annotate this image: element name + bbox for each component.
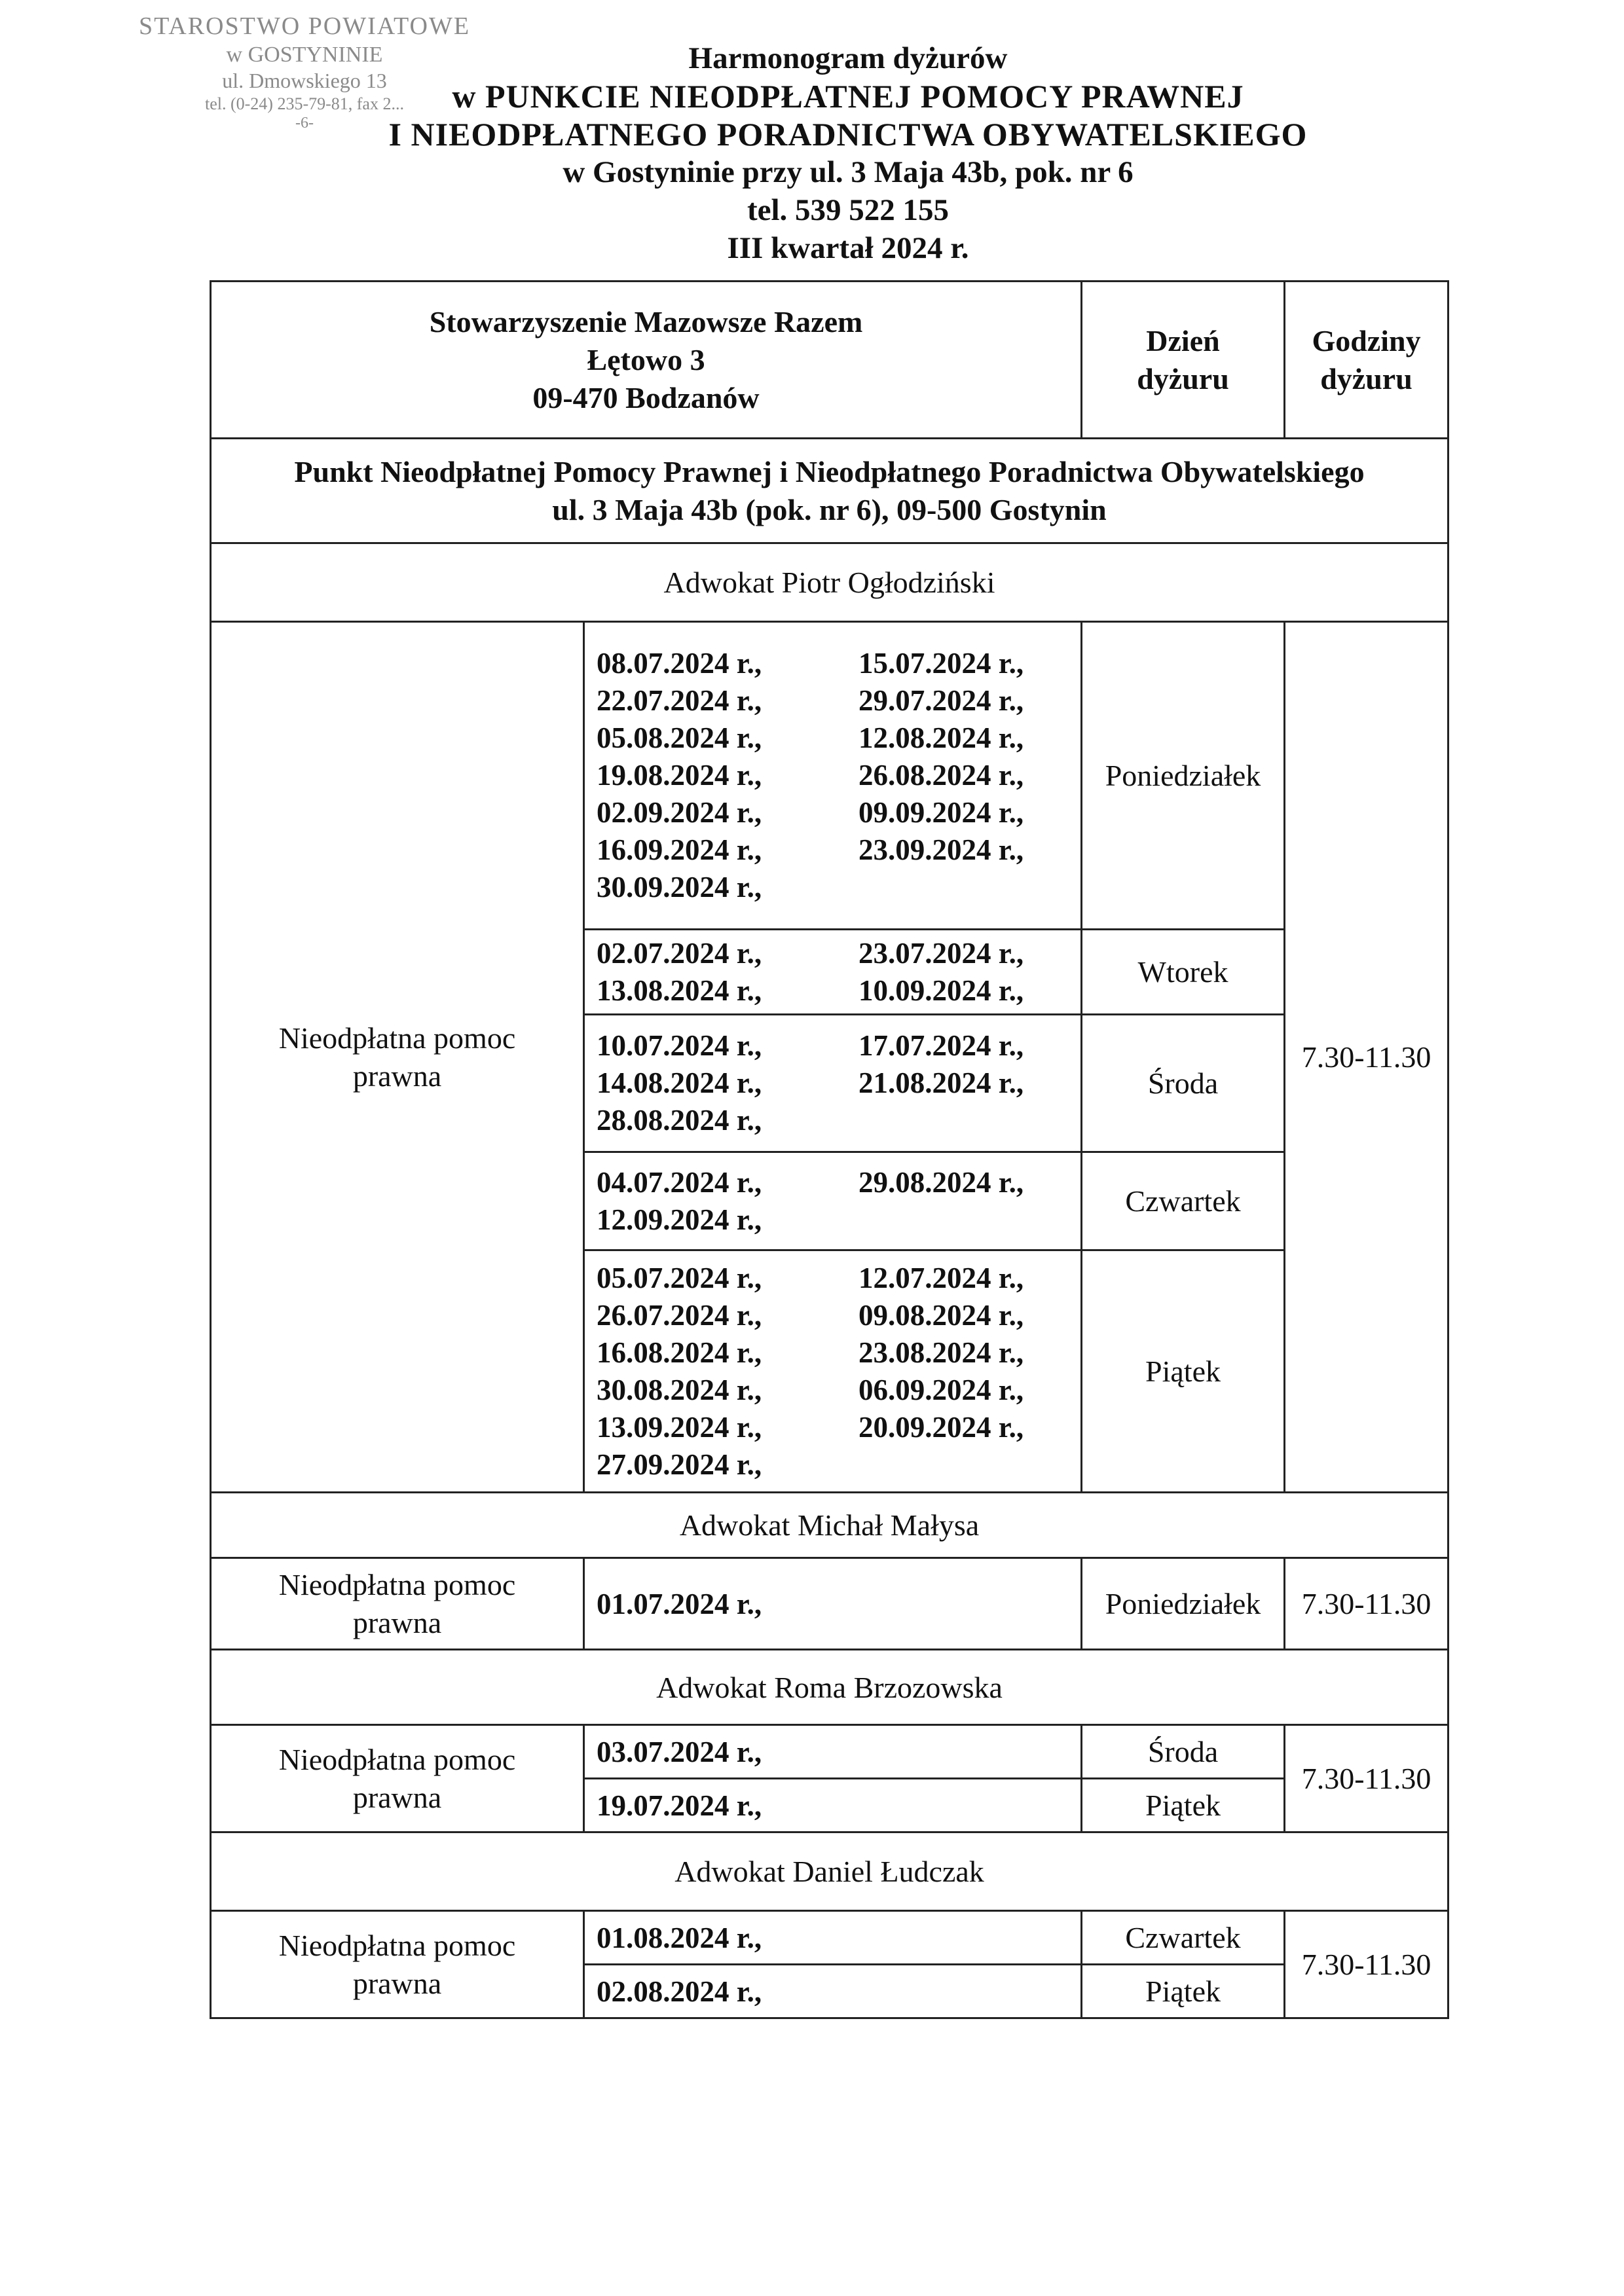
stamp-line: w GOSTYNINIE [226, 42, 383, 67]
date-entry: 20.09.2024 r., [858, 1410, 1024, 1444]
schedule-table [210, 280, 1449, 2019]
date-entry: 13.09.2024 r., [597, 1410, 762, 1444]
service-text: prawna [352, 1605, 442, 1639]
lawyer-row [211, 1832, 1449, 1911]
date-entry: 29.07.2024 r., [858, 684, 1024, 717]
dates-cell [584, 1250, 1082, 1493]
stamp-line: tel. (0-24) 235-79-81, fax 2... [205, 94, 404, 113]
service-cell [211, 622, 584, 1493]
header-address: w Gostyninie przy ul. 3 Maja 43b, pok. nr 6 [563, 155, 1134, 189]
day-cell: Wtorek [1082, 930, 1285, 1015]
date-entry: 23.08.2024 r., [858, 1336, 1024, 1369]
date-entry: 17.07.2024 r., [858, 1029, 1024, 1062]
date-cell: 02.08.2024 r., [584, 1965, 1082, 2018]
lawyer-row [211, 1650, 1449, 1725]
lawyer-name: Adwokat Piotr Ogłodziński [211, 543, 1449, 622]
date-entry: 05.07.2024 r., [597, 1261, 762, 1294]
date-entry: 23.09.2024 r., [858, 833, 1024, 866]
lawyer-row [211, 543, 1449, 622]
date-entry: 29.08.2024 r., [858, 1165, 1024, 1199]
dates-cell [584, 1015, 1082, 1152]
point-address: ul. 3 Maja 43b (pok. nr 6), 09-500 Gostynin [552, 492, 1107, 526]
date-entry: 15.07.2024 r., [858, 647, 1024, 680]
date-list [597, 1164, 1069, 1239]
date-entry: 22.07.2024 r., [597, 684, 762, 717]
schedule-row [211, 1911, 1449, 1965]
point-cell [211, 439, 1449, 543]
date-cell: 03.07.2024 r., [584, 1725, 1082, 1779]
service-cell [211, 1558, 584, 1650]
date-entry: 26.07.2024 r., [597, 1298, 762, 1332]
service-text: prawna [352, 1780, 442, 1814]
document-header [367, 39, 1329, 267]
schedule-row [211, 1725, 1449, 1779]
header-quarter: III kwartał 2024 r. [727, 231, 969, 265]
header-line: w PUNKCIE NIEODPŁATNEJ POMOCY PRAWNEJ [452, 78, 1244, 115]
date-entry: 06.09.2024 r., [858, 1373, 1024, 1406]
date-entry: 09.08.2024 r., [858, 1298, 1024, 1332]
lawyer-name: Adwokat Daniel Łudczak [211, 1832, 1449, 1911]
date-entry: 12.09.2024 r., [597, 1203, 762, 1236]
date-entry: 19.08.2024 r., [597, 759, 762, 792]
date-entry: 16.08.2024 r., [597, 1336, 762, 1369]
schedule-row [211, 1558, 1449, 1650]
day-cell: Środa [1082, 1015, 1285, 1152]
date-entry: 30.08.2024 r., [597, 1373, 762, 1406]
date-entry: 27.09.2024 r., [597, 1448, 762, 1481]
organization-street: Łętowo 3 [587, 342, 705, 376]
hours-cell: 7.30-11.30 [1285, 622, 1449, 1493]
day-cell: Czwartek [1082, 1911, 1285, 1965]
table-header-row [211, 282, 1449, 439]
organization-cell [211, 282, 1082, 439]
date-entry: 10.09.2024 r., [858, 974, 1024, 1007]
service-text: Nieodpłatna pomoc [278, 1567, 516, 1601]
date-entry: 14.08.2024 r., [597, 1066, 762, 1099]
date-entry: 12.07.2024 r., [858, 1261, 1024, 1294]
date-list [597, 645, 1069, 906]
dates-cell [584, 622, 1082, 930]
column-header-text: dyżuru [1137, 361, 1229, 395]
date-entry: 30.09.2024 r., [597, 871, 762, 903]
column-header-hours [1285, 282, 1449, 439]
date-list [597, 1260, 1069, 1484]
lawyer-row [211, 1493, 1449, 1558]
date-entry: 08.07.2024 r., [597, 647, 762, 680]
date-entry: 02.07.2024 r., [597, 936, 762, 970]
service-text: Nieodpłatna pomoc [278, 1928, 516, 1962]
date-entry: 12.08.2024 r., [858, 721, 1024, 754]
day-cell: Środa [1082, 1725, 1285, 1779]
service-text: prawna [352, 1059, 442, 1093]
lawyer-name: Adwokat Roma Brzozowska [211, 1650, 1449, 1725]
point-row [211, 439, 1449, 543]
organization-name: Stowarzyszenie Mazowsze Razem [429, 304, 863, 338]
dates-cell [584, 930, 1082, 1015]
date-entry: 05.08.2024 r., [597, 721, 762, 754]
date-entry: 28.08.2024 r., [597, 1104, 762, 1137]
schedule-row [211, 622, 1449, 930]
date-entry: 09.09.2024 r., [858, 796, 1024, 829]
lawyer-name: Adwokat Michał Małysa [211, 1493, 1449, 1558]
day-cell: Piątek [1082, 1250, 1285, 1493]
point-name: Punkt Nieodpłatnej Pomocy Prawnej i Nieodpłatnego Poradnictwa Obywatelskiego [294, 454, 1365, 488]
date-entry: 02.09.2024 r., [597, 796, 762, 829]
date-entry: 23.07.2024 r., [858, 936, 1024, 970]
stamp-line: ul. Dmowskiego 13 [222, 69, 387, 93]
date-cell: 01.07.2024 r., [584, 1558, 1082, 1650]
day-cell: Poniedziałek [1082, 622, 1285, 930]
organization-city: 09-470 Bodzanów [532, 380, 760, 414]
column-header-text: dyżuru [1320, 361, 1412, 395]
service-text: Nieodpłatna pomoc [278, 1742, 516, 1776]
date-list [597, 935, 1069, 1010]
day-cell: Czwartek [1082, 1152, 1285, 1250]
column-header-text: Dzień [1146, 323, 1220, 357]
date-entry: 21.08.2024 r., [858, 1066, 1024, 1099]
stamp-line: STAROSTWO POWIATOWE [138, 12, 471, 40]
day-cell: Poniedziałek [1082, 1558, 1285, 1650]
date-cell: 01.08.2024 r., [584, 1911, 1082, 1965]
service-cell [211, 1725, 584, 1832]
column-header-day [1082, 282, 1285, 439]
hours-cell: 7.30-11.30 [1285, 1725, 1449, 1832]
header-phone: tel. 539 522 155 [747, 193, 950, 227]
header-line: I NIEODPŁATNEGO PORADNICTWA OBYWATELSKIEGO [388, 116, 1308, 153]
header-title: Harmonogram dyżurów [688, 41, 1008, 75]
date-entry: 16.09.2024 r., [597, 833, 762, 866]
date-cell: 19.07.2024 r., [584, 1779, 1082, 1832]
date-list [597, 1027, 1069, 1139]
service-text: Nieodpłatna pomoc [278, 1021, 516, 1055]
hours-cell: 7.30-11.30 [1285, 1911, 1449, 2018]
service-cell [211, 1911, 584, 2018]
date-entry: 26.08.2024 r., [858, 759, 1024, 792]
day-cell: Piątek [1082, 1779, 1285, 1832]
service-text: prawna [352, 1966, 442, 2000]
date-entry: 10.07.2024 r., [597, 1029, 762, 1062]
date-entry: 04.07.2024 r., [597, 1165, 762, 1199]
day-cell: Piątek [1082, 1965, 1285, 2018]
date-entry: 13.08.2024 r., [597, 974, 762, 1007]
hours-cell: 7.30-11.30 [1285, 1558, 1449, 1650]
dates-cell [584, 1152, 1082, 1250]
column-header-text: Godziny [1312, 323, 1421, 357]
stamp-line: -6- [295, 114, 314, 132]
